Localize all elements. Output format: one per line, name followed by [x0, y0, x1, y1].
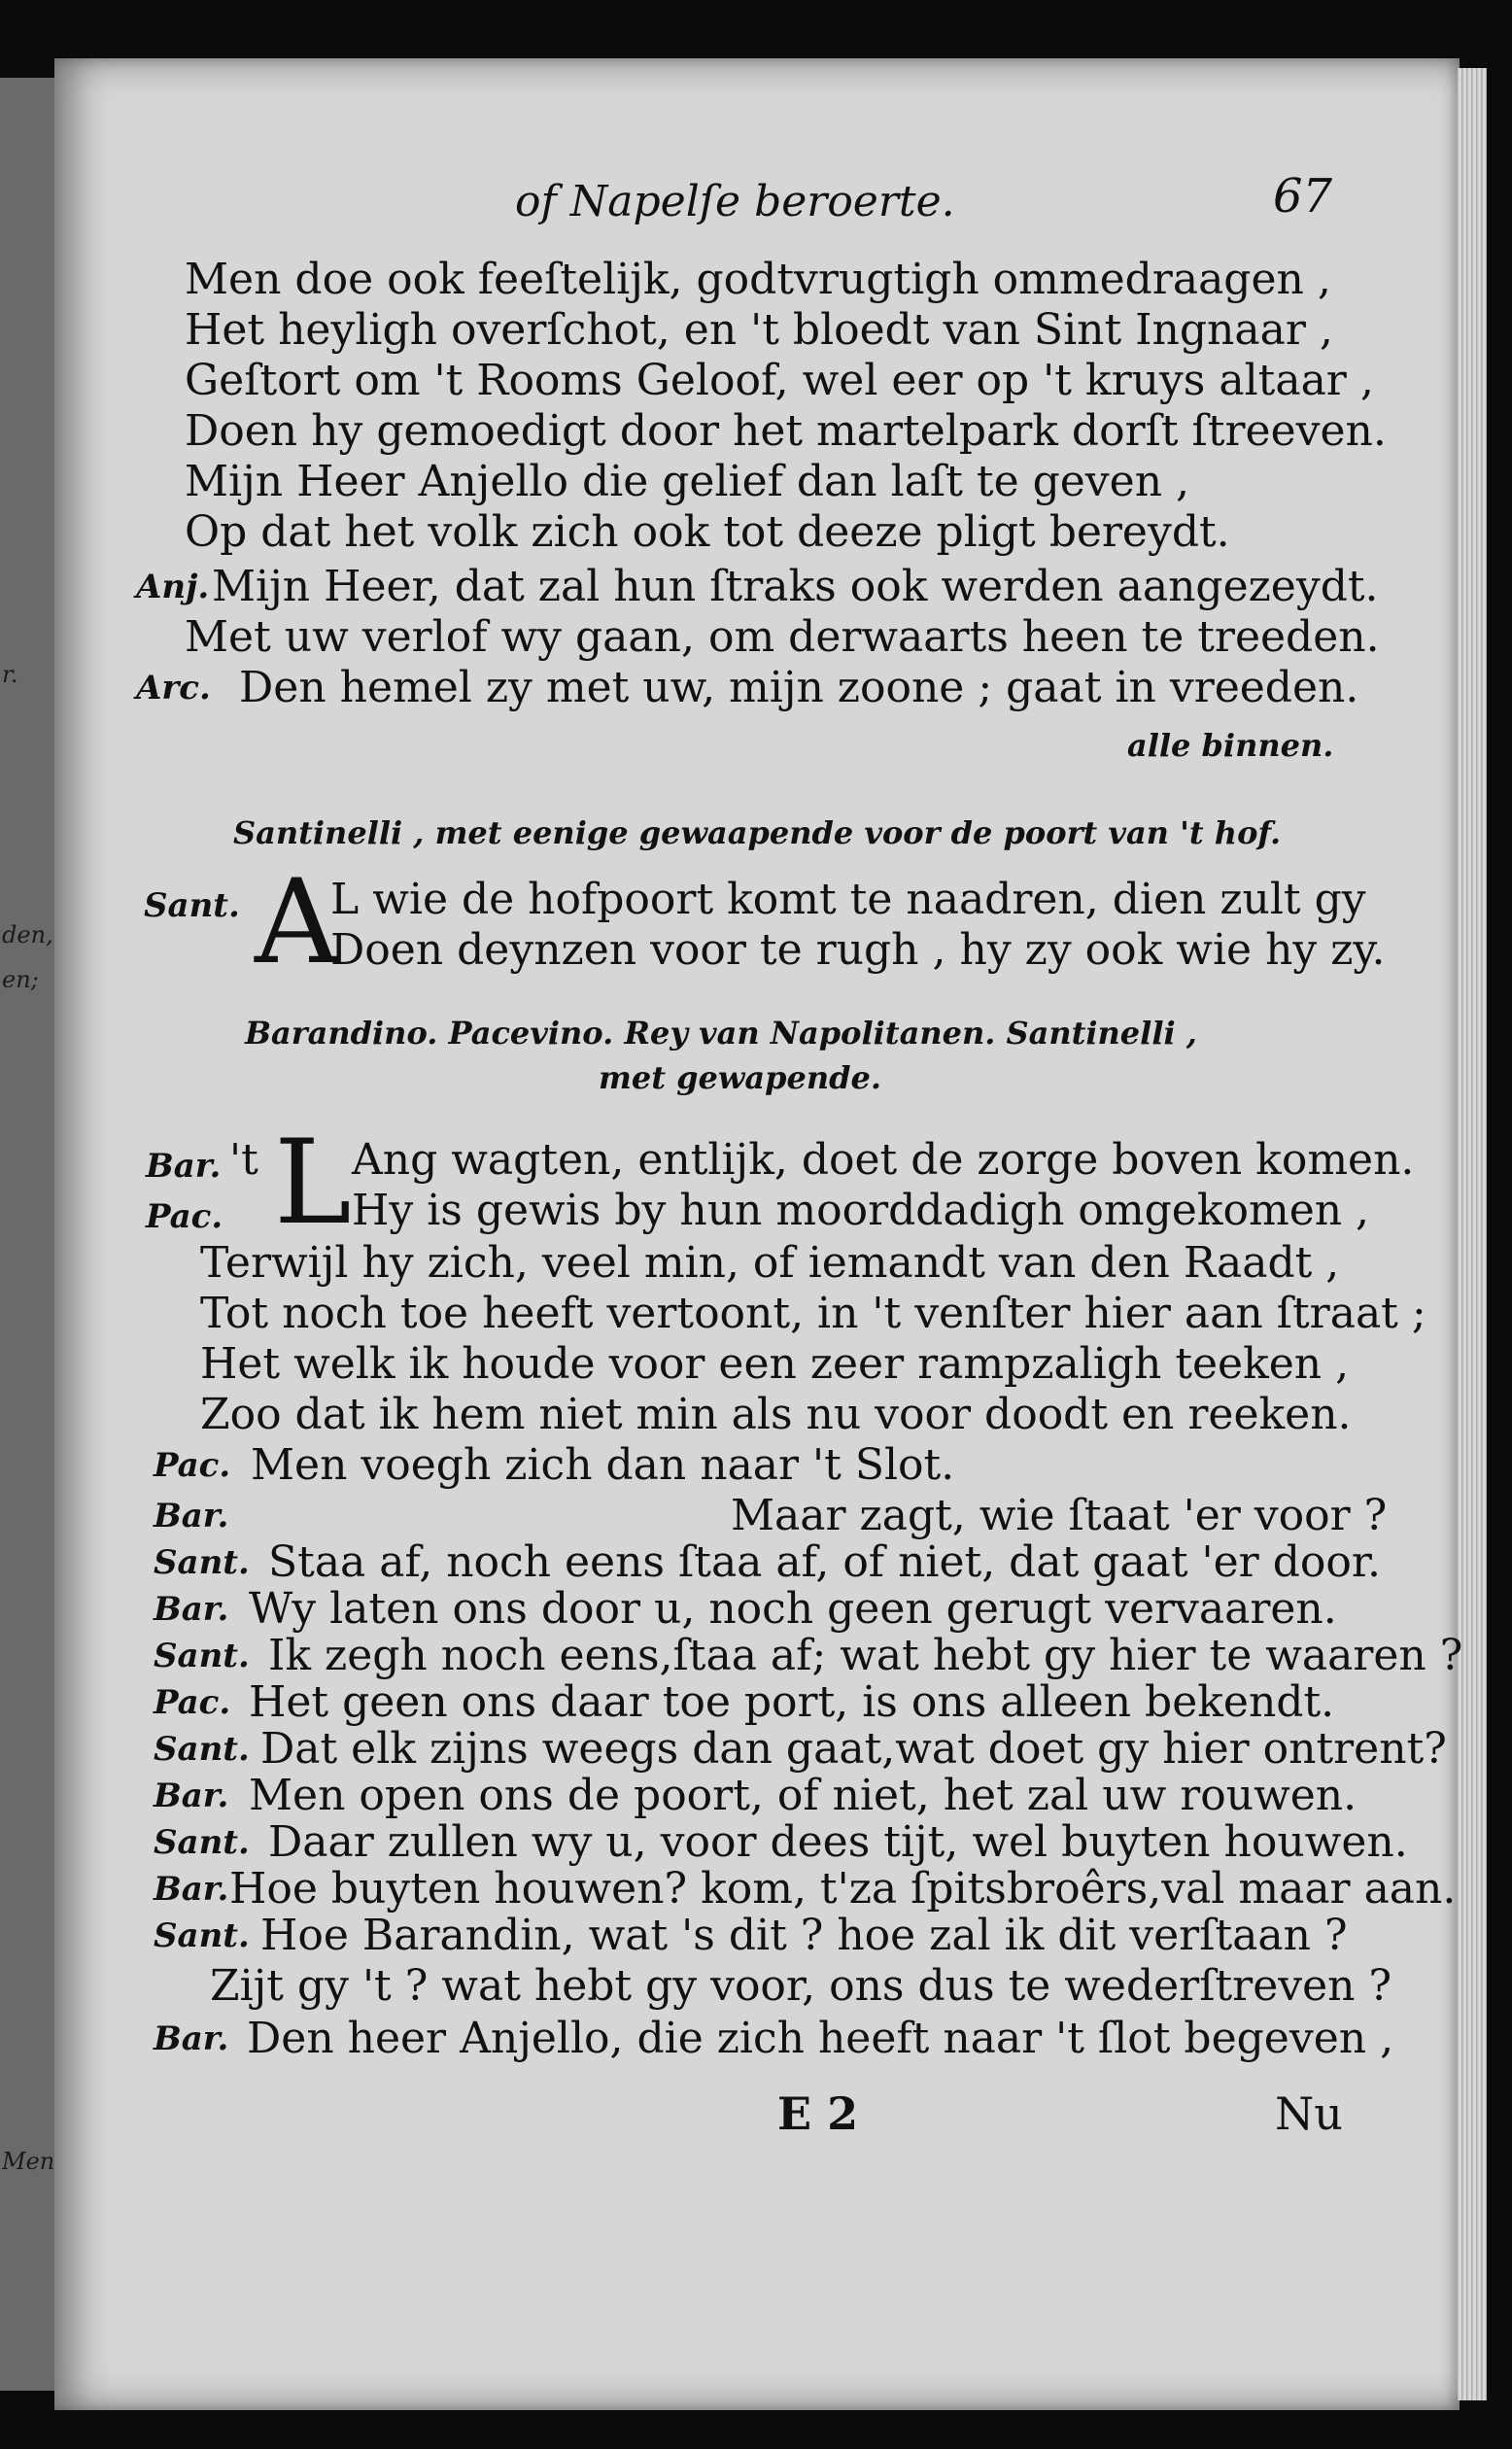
- facing-page-fragment: r.: [2, 661, 18, 688]
- verse-line: Hoe buyten houwen? kom, t'za ſpitsbroêrs,val maar aan.: [229, 1864, 1457, 1914]
- verse-line: Het geen ons daar toe port, is ons alleen bekendt.: [249, 1677, 1335, 1727]
- page-edge: [1458, 68, 1487, 2400]
- verse-line: Zoo dat ik hem niet min als nu voor doodt en reeken.: [200, 1390, 1352, 1439]
- speaker-label: Bar.: [154, 1870, 229, 1909]
- speaker-label: Pac.: [146, 1197, 223, 1236]
- verse-line: Wy laten ons door u, noch geen gerugt vervaaren.: [249, 1584, 1337, 1634]
- verse-line: Doen hy gemoedigt door het martelpark dorſt ſtreeven.: [185, 406, 1387, 456]
- drop-capital: L: [274, 1116, 352, 1251]
- facing-page-fragment: Men: [2, 2148, 55, 2175]
- facing-page-strip: [0, 78, 54, 2391]
- verse-line: Hoe Barandin, wat 's dit ? hoe zal ik dit verſtaan ?: [260, 1911, 1348, 1960]
- verse-line: Het heyligh overſchot, en 't bloedt van Sint Ingnaar ,: [185, 305, 1333, 355]
- verse-line: Zijt gy 't ? wat hebt gy voor, ons dus te wederſtreven ?: [210, 1961, 1392, 2011]
- facing-page-fragment: en;: [2, 966, 39, 993]
- verse-line: Ang wagten, entlijk, doet de zorge boven komen.: [352, 1135, 1415, 1185]
- verse-line: Men doe ook feeſtelijk, godtvrugtigh ommedraagen ,: [185, 255, 1331, 304]
- speaker-label: Sant.: [154, 1730, 250, 1769]
- verse-line: Met uw verlof wy gaan, om derwaarts heen te treeden.: [185, 612, 1380, 662]
- speaker-label: Bar.: [154, 1590, 229, 1629]
- speaker-label: Bar.: [154, 2019, 229, 2058]
- catchword: Nu: [1275, 2087, 1343, 2140]
- facing-page-fragment: den,: [2, 921, 53, 949]
- verse-line: Mijn Heer, dat zal hun ſtraks ook werden aangezeydt.: [212, 562, 1379, 611]
- verse-line: Dat elk zijns weegs dan gaat,wat doet gy hier ontrent?: [260, 1724, 1447, 1774]
- signature-mark: E 2: [777, 2087, 859, 2140]
- verse-line: L wie de hofpoort komt te naadren, dien zult gy: [330, 875, 1366, 924]
- verse-line: Het welk ik houde voor een zeer rampzaligh teeken ,: [200, 1339, 1350, 1389]
- speaker-label: Anj.: [136, 568, 210, 606]
- verse-line: Daar zullen wy u, voor dees tijt, wel buyten houwen.: [268, 1817, 1408, 1867]
- speaker-label: Pac.: [154, 1683, 231, 1722]
- page-number: 67: [1273, 169, 1333, 224]
- verse-line: Terwijl hy zich, veel min, of iemandt van den Raadt ,: [200, 1238, 1340, 1288]
- verse-line: Tot noch toe heeft vertoont, in 't venſter hier aan ſtraat ;: [200, 1289, 1426, 1338]
- verse-line: Geſtort om 't Rooms Geloof, wel eer op 't kruys altaar ,: [185, 356, 1374, 405]
- verse-line: Men open ons de poort, of niet, het zal uw rouwen.: [249, 1771, 1357, 1820]
- line-lead: 't: [229, 1135, 258, 1185]
- verse-line: Mijn Heer Anjello die gelief dan laſt te geven ,: [185, 457, 1189, 506]
- speaker-label: Bar.: [146, 1147, 222, 1186]
- scene-heading: Barandino. Pacevino. Rey van Napolitanen. Santinelli ,: [245, 1015, 1197, 1052]
- running-head: of Napelſe beroerte.: [515, 177, 955, 226]
- speaker-label: Sant.: [154, 1916, 250, 1955]
- speaker-label: Sant.: [154, 1823, 250, 1862]
- verse-line: Staa af, noch eens ſtaa af, of niet, dat gaat 'er door.: [268, 1537, 1382, 1587]
- scene-heading: met gewapende.: [599, 1059, 882, 1096]
- verse-line: Doen deynzen voor te rugh , hy zy ook wie hy zy.: [330, 925, 1386, 975]
- speaker-label: Sant.: [144, 886, 240, 925]
- speaker-label: Bar.: [154, 1776, 229, 1815]
- verse-line: Den heer Anjello, die zich heeft naar 't ſlot begeven ,: [247, 2014, 1394, 2063]
- verse-line: Hy is gewis by hun moorddadigh omgekomen ,: [352, 1186, 1370, 1235]
- speaker-label: Sant.: [154, 1543, 250, 1582]
- speaker-label: Bar.: [154, 1497, 229, 1535]
- verse-line: Ik zegh noch eens,ſtaa af; wat hebt gy hier te waaren ?: [268, 1631, 1463, 1680]
- drop-capital: A: [255, 855, 339, 990]
- verse-line: Op dat het volk zich ook tot deeze pligt bereydt.: [185, 507, 1230, 557]
- speaker-label: Sant.: [154, 1637, 250, 1675]
- scene-heading: Santinelli , met eenige gewaapende voor de poort van 't hof.: [233, 814, 1282, 851]
- verse-line: Den hemel zy met uw, mijn zoone ; gaat in vreeden.: [239, 663, 1359, 712]
- speaker-label: Pac.: [154, 1446, 231, 1485]
- speaker-label: Arc.: [136, 669, 211, 707]
- verse-line: Men voegh zich dan naar 't Slot.: [251, 1440, 955, 1490]
- stage-direction: alle binnen.: [1127, 727, 1334, 764]
- verse-line: Maar zagt, wie ſtaat 'er voor ?: [731, 1491, 1388, 1540]
